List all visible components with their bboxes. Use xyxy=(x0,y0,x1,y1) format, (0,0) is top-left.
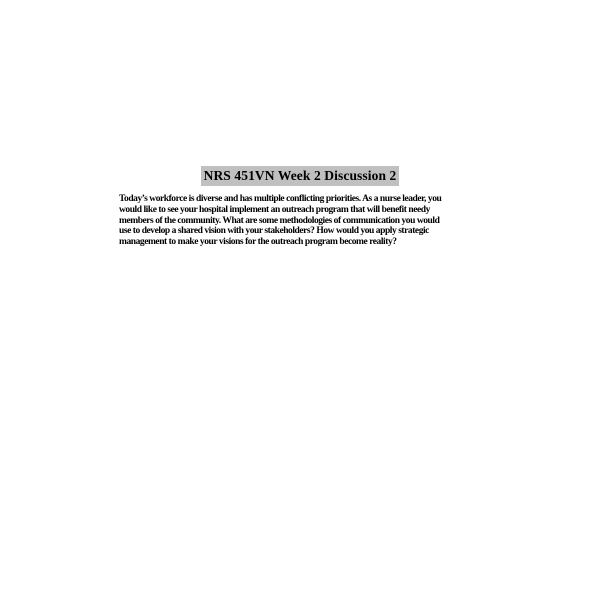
discussion-paragraph xyxy=(119,194,441,248)
document-title: NRS 451VN Week 2 Discussion 2 xyxy=(201,166,400,186)
paragraph-line: management to make your visions for the outreach program become reality? xyxy=(119,237,397,248)
document-title-row xyxy=(0,166,600,186)
paragraph-line: Today’s workforce is diverse and has multiple conflicting priorities. As a nurse leader, you xyxy=(119,194,442,204)
paragraph-line: members of the community. What are some methodologies of communication you would xyxy=(119,215,440,226)
paragraph-line: would like to see your hospital implement an outreach program that will benefit needy xyxy=(119,204,430,215)
paragraph-line: use to develop a shared vision with your stakeholders? How would you apply strategic xyxy=(119,226,429,237)
